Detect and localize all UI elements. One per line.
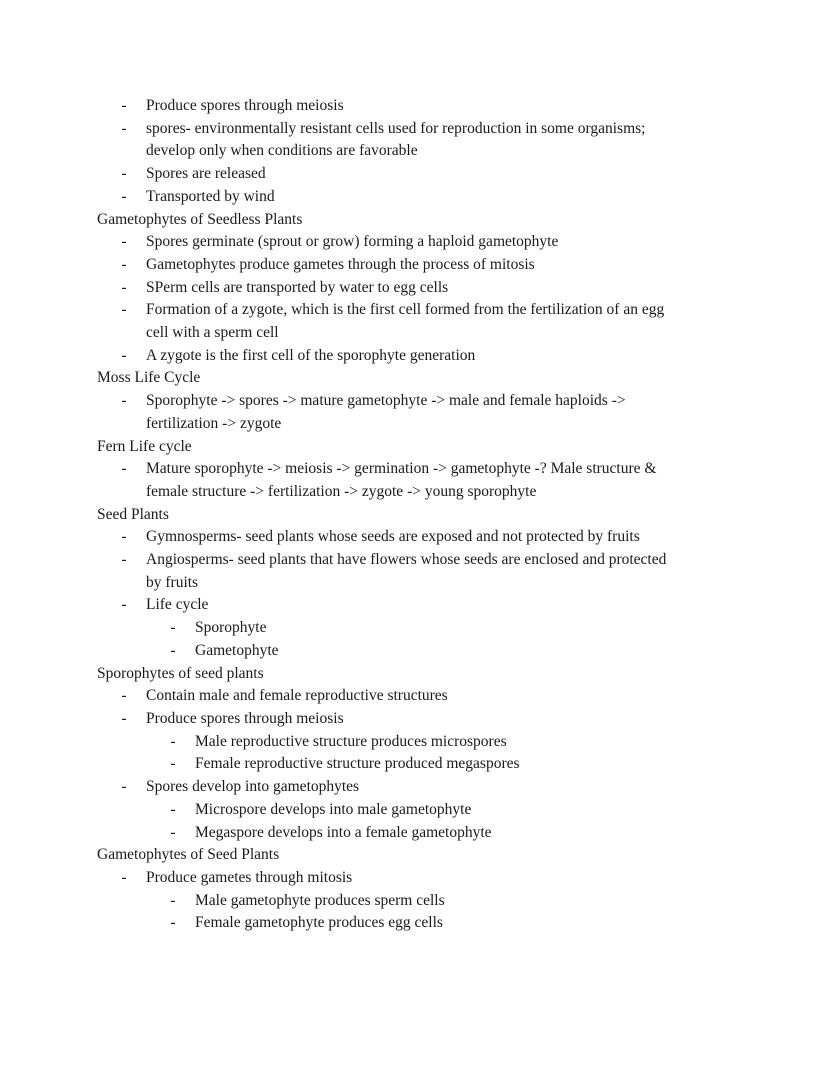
- list-item: [97, 708, 737, 731]
- item-text: Female reproductive structure produced megaspores: [195, 755, 520, 773]
- bullet-dash: -: [170, 914, 176, 932]
- list-item: [97, 890, 737, 913]
- item-text: Angiosperms- seed plants that have flowers whose seeds are enclosed and protected: [146, 551, 667, 569]
- list-item: [97, 390, 737, 413]
- bullet-dash: -: [121, 687, 127, 705]
- item-text: Mature sporophyte -> meiosis -> germination -> gametophyte -? Male structure &: [146, 460, 657, 478]
- list-item: [97, 458, 737, 481]
- document-body: [97, 95, 737, 935]
- list-item: [97, 799, 737, 822]
- bullet-dash: -: [121, 97, 127, 114]
- bullet-dash: -: [121, 460, 127, 478]
- section-heading: [97, 209, 737, 232]
- bullet-dash: -: [170, 800, 176, 818]
- item-text: Male reproductive structure produces microspores: [195, 732, 507, 750]
- bullet-dash: -: [121, 301, 127, 319]
- bullet-dash: -: [170, 823, 176, 841]
- bullet-dash: -: [121, 551, 127, 569]
- item-text: Spores germinate (sprout or grow) forming a haploid gametophyte: [146, 233, 559, 251]
- bullet-dash: -: [121, 596, 127, 614]
- list-item: [97, 345, 737, 368]
- item-text: Contain male and female reproductive structures: [146, 687, 448, 705]
- bullet-dash: -: [121, 119, 127, 137]
- list-item: [97, 617, 737, 640]
- bullet-dash: -: [121, 528, 127, 546]
- list-item: [97, 140, 737, 163]
- section-heading: [97, 504, 737, 527]
- section-heading: [97, 367, 737, 390]
- list-item: [97, 231, 737, 254]
- heading-text: Fern Life cycle: [97, 437, 192, 455]
- list-item: [97, 95, 737, 118]
- heading-text: Moss Life Cycle: [97, 369, 201, 387]
- item-text: Gametophytes produce gametes through the process of mitosis: [146, 255, 535, 273]
- list-item: [97, 299, 737, 322]
- bullet-dash: -: [170, 732, 176, 750]
- item-text: SPerm cells are transported by water to egg cells: [146, 278, 449, 296]
- list-item: [97, 594, 737, 617]
- bullet-dash: -: [170, 755, 176, 773]
- list-item: [97, 277, 737, 300]
- bullet-dash: -: [121, 868, 127, 886]
- list-item: [97, 186, 737, 209]
- item-text: Transported by wind: [146, 187, 275, 205]
- bullet-dash: -: [121, 255, 127, 273]
- list-item: [97, 822, 737, 845]
- item-text: female structure -> fertilization -> zygote -> young sporophyte: [146, 482, 537, 500]
- bullet-dash: -: [121, 187, 127, 205]
- item-text: Sporophyte -> spores -> mature gametophyte -> male and female haploids ->: [146, 392, 626, 410]
- item-text: fertilization -> zygote: [146, 414, 282, 432]
- list-item: [97, 254, 737, 277]
- item-text: Spores are released: [146, 165, 266, 183]
- bullet-dash: -: [170, 891, 176, 909]
- item-text: develop only when conditions are favorable: [146, 142, 418, 160]
- heading-text: Seed Plants: [97, 505, 169, 523]
- item-text: Megaspore develops into a female gametophyte: [195, 823, 492, 841]
- section-heading: [97, 663, 737, 686]
- list-item: [97, 481, 737, 504]
- item-text: Produce gametes through mitosis: [146, 868, 353, 886]
- heading-text: Gametophytes of Seedless Plants: [97, 210, 303, 228]
- list-item: [97, 549, 737, 572]
- bullet-dash: -: [170, 619, 176, 637]
- item-text: Spores develop into gametophytes: [146, 778, 360, 796]
- list-item: [97, 685, 737, 708]
- list-item: [97, 163, 737, 186]
- list-item: [97, 731, 737, 754]
- item-text: spores- environmentally resistant cells used for reproduction in some organisms;: [146, 119, 646, 137]
- list-item: [97, 776, 737, 799]
- list-item: [97, 118, 737, 141]
- bullet-dash: -: [121, 778, 127, 796]
- section-heading: [97, 436, 737, 459]
- bullet-dash: -: [170, 641, 176, 659]
- item-text: Female gametophyte produces egg cells: [195, 914, 443, 932]
- list-item: [97, 322, 737, 345]
- item-text: A zygote is the first cell of the sporophyte generation: [146, 346, 476, 364]
- item-text: Microspore develops into male gametophyte: [195, 800, 472, 818]
- item-text: Produce spores through meiosis: [146, 97, 344, 114]
- list-item: [97, 867, 737, 890]
- item-text: Formation of a zygote, which is the first cell formed from the fertilization of an egg: [146, 301, 665, 319]
- heading-text: Gametophytes of Seed Plants: [97, 846, 280, 864]
- item-text: by fruits: [146, 573, 199, 591]
- list-item: [97, 572, 737, 595]
- item-text: cell with a sperm cell: [146, 324, 279, 342]
- list-item: [97, 912, 737, 935]
- list-item: [97, 753, 737, 776]
- list-item: [97, 526, 737, 549]
- bullet-dash: -: [121, 278, 127, 296]
- list-item: [97, 640, 737, 663]
- bullet-dash: -: [121, 392, 127, 410]
- section-heading: [97, 844, 737, 867]
- bullet-dash: -: [121, 346, 127, 364]
- item-text: Life cycle: [146, 596, 209, 614]
- bullet-dash: -: [121, 709, 127, 727]
- item-text: Produce spores through meiosis: [146, 709, 344, 727]
- bullet-dash: -: [121, 165, 127, 183]
- item-text: Gymnosperms- seed plants whose seeds are exposed and not protected by fruits: [146, 528, 640, 546]
- bullet-dash: -: [121, 233, 127, 251]
- item-text: Gametophyte: [195, 641, 279, 659]
- list-item: [97, 413, 737, 436]
- heading-text: Sporophytes of seed plants: [97, 664, 264, 682]
- item-text: Male gametophyte produces sperm cells: [195, 891, 445, 909]
- item-text: Sporophyte: [195, 619, 267, 637]
